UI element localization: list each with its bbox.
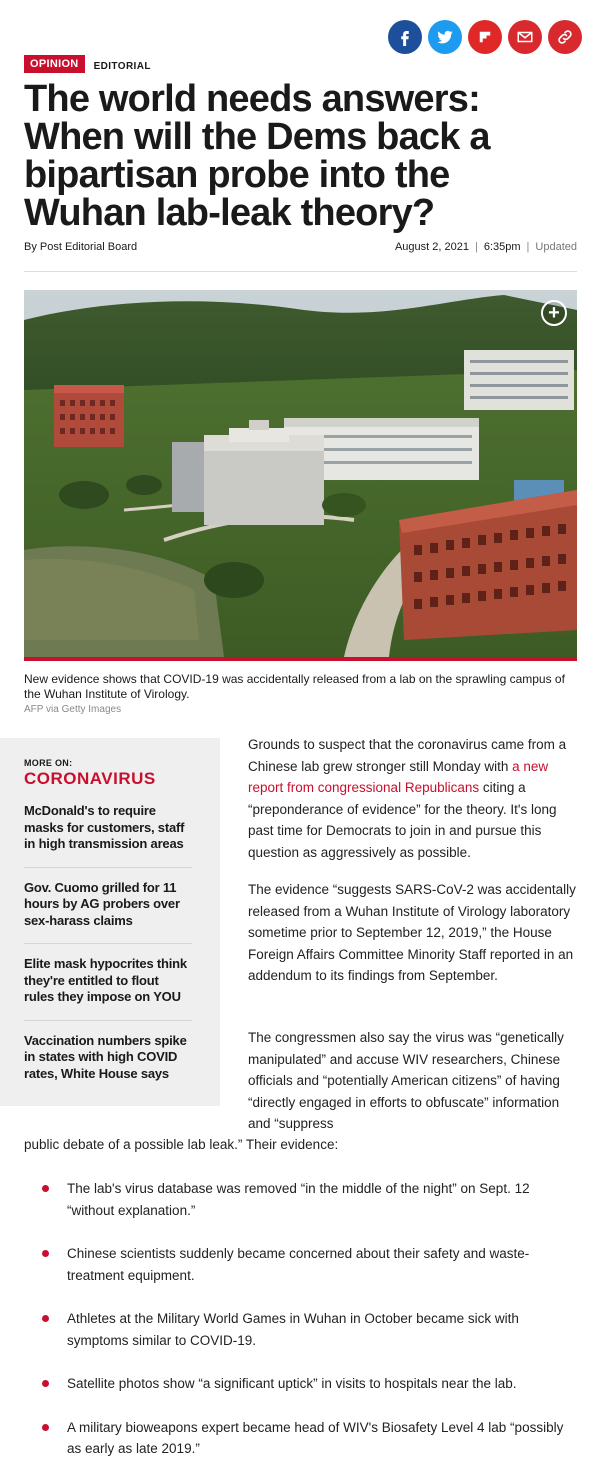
article-paragraph-continued: public debate of a possible lab leak.” Their evidence:	[24, 1137, 339, 1152]
list-item	[24, 1373, 580, 1395]
evidence-list	[24, 1178, 580, 1476]
author[interactable]: By Post Editorial Board	[24, 241, 138, 253]
related-link[interactable]: Elite mask hypocrites think they're entitled to flout rules they impose on YOU	[24, 944, 192, 1021]
publish-date: August 2, 2021	[394, 241, 469, 253]
list-item-text: Satellite photos show “a significant uptick” in visits to hospitals near the lab.	[67, 1376, 517, 1391]
byline	[24, 241, 577, 253]
hero-accent-bar	[24, 657, 577, 661]
headline: The world needs answers: When will the Dems back a bipartisan probe into the Wuhan lab-leak theory?	[24, 78, 490, 234]
report-link[interactable]: a new report from congressional Republicans	[248, 758, 549, 795]
list-item-text: Athletes at the Military World Games in Wuhan in October became sick with symptoms similar to COVID-19.	[67, 1311, 519, 1348]
hero-photo	[24, 290, 577, 657]
list-item	[24, 1308, 580, 1351]
bullet-icon	[42, 1250, 49, 1257]
paragraph-text: Grounds to suspect that the coronavirus came from a Chinese lab grew stronger still Monday with	[248, 737, 567, 774]
updated-label[interactable]: Updated	[535, 241, 577, 253]
flipboard-icon	[476, 28, 494, 46]
twitter-icon	[436, 28, 454, 46]
section-tag[interactable]: EDITORIAL	[93, 60, 151, 72]
bullet-icon	[42, 1315, 49, 1322]
more-on-sidebar	[0, 738, 220, 1106]
list-item-text: Chinese scientists suddenly became concerned about their safety and waste-treatment equipment.	[67, 1246, 530, 1283]
publish-info	[395, 241, 577, 253]
publish-time: 6:35pm	[483, 241, 521, 253]
bullet-icon	[42, 1424, 49, 1431]
separator: |	[474, 241, 478, 253]
copy-link-button[interactable]	[548, 20, 582, 54]
related-links	[24, 791, 192, 1096]
expand-image-button[interactable]	[541, 300, 567, 326]
link-icon	[556, 28, 574, 46]
more-on-label: MORE ON:	[24, 758, 73, 768]
image-caption: New evidence shows that COVID-19 was accidentally released from a lab on the sprawling campus of the Wuhan Institute of Virology.	[24, 672, 565, 701]
list-item-text: A military bioweapons expert became head of WIV's Biosafety Level 4 lab “possibly as early as late 2019.”	[67, 1419, 564, 1456]
facebook-icon	[396, 28, 414, 46]
separator: |	[526, 241, 530, 253]
article-paragraph: The evidence “suggests SARS-CoV-2 was accidentally released from a Wuhan Institute of Virology laboratory sometime prior to September 12, 2019,” the House Foreign Affairs Committee Minority Staff reported in an addendum to its findings from September.	[248, 882, 576, 983]
more-on-topic[interactable]: CORONAVIRUS	[24, 769, 156, 788]
divider	[24, 271, 577, 272]
email-share-button[interactable]	[508, 20, 542, 54]
twitter-share-button[interactable]	[428, 20, 462, 54]
list-item	[24, 1417, 580, 1460]
article-paragraph: The congressmen also say the virus was “genetically manipulated” and accuse WIV researchers, Chinese officials and “potentially American citizens” of having “directly engaged in efforts to obfuscate” information and “suppress	[248, 1030, 564, 1131]
plus-icon: +	[548, 302, 560, 324]
paragraph-text: citing a “preponderance of evidence” for the theory. It's long past time for Democrats to join in and pursue this question as aggressively as possible.	[248, 780, 557, 860]
facebook-share-button[interactable]	[388, 20, 422, 54]
kicker-row	[24, 55, 151, 73]
list-item-text: The lab's virus database was removed “in the middle of the night” on Sept. 12 “without explanation.”	[67, 1181, 530, 1218]
share-bar	[388, 20, 582, 54]
related-link[interactable]: McDonald's to require masks for customers, staff in high transmission areas	[24, 791, 192, 868]
article-paragraph	[248, 734, 580, 863]
related-link[interactable]: Gov. Cuomo grilled for 11 hours by AG probers over sex-harass claims	[24, 868, 192, 945]
list-item	[24, 1178, 580, 1221]
bullet-icon	[42, 1185, 49, 1192]
bullet-icon	[42, 1380, 49, 1387]
flipboard-share-button[interactable]	[468, 20, 502, 54]
list-item	[24, 1243, 580, 1286]
image-credit: AFP via Getty Images	[24, 704, 122, 715]
email-icon	[516, 28, 534, 46]
related-link[interactable]: Vaccination numbers spike in states with high COVID rates, White House says	[24, 1032, 187, 1081]
hero-image[interactable]	[24, 290, 577, 661]
opinion-tag[interactable]: OPINION	[24, 55, 85, 73]
